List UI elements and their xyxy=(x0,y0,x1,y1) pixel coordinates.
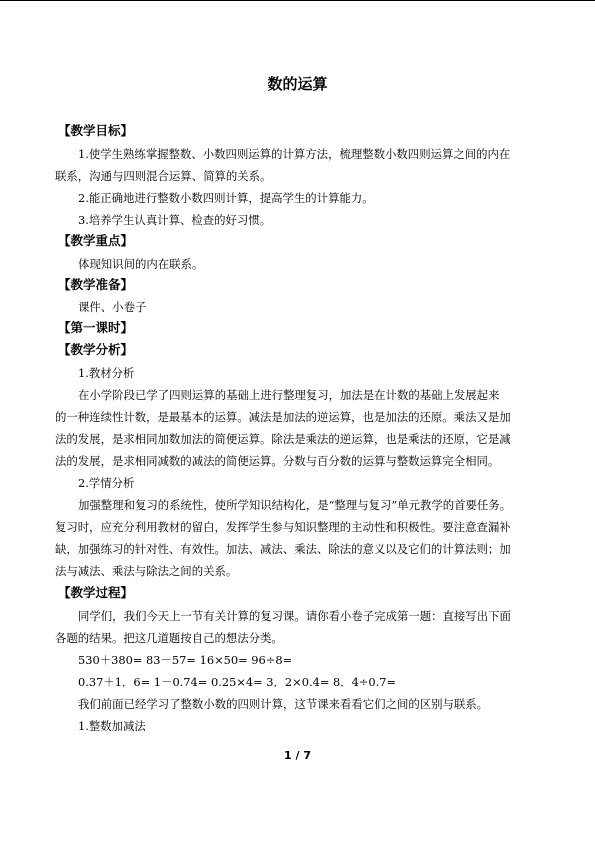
goal-2: 2.能正确地进行整数小数四则计算，提高学生的计算能力。 xyxy=(78,191,374,205)
process-line-1: 同学们，我们今天上一节有关计算的复习课。请你看小卷子完成第一题：直接写出下面 xyxy=(78,609,511,623)
process-line-4: 1.整数加减法 xyxy=(78,719,146,733)
goal-1-line-2: 联系，沟通与四则混合运算、简算的关系。 xyxy=(55,169,272,183)
equations-decimal: 0.37＋1．6= 1－0.74= 0.25×4= 3．2×0.4= 8．4÷0.7= xyxy=(78,675,397,689)
analysis-2-line-1: 加强整理和复习的系统性，使所学知识结构化，是“整理与复习”单元教学的首要任务。 xyxy=(78,498,512,512)
analysis-1-line-3: 法的发展，是求相同加数加法的简便运算。除法是乘法的逆运算，也是乘法的还原，它是减 xyxy=(55,432,511,446)
heading-prep: 【教学准备】 xyxy=(58,277,134,292)
analysis-2-line-4: 法与减法、乘法与除法之间的关系。 xyxy=(55,564,238,578)
page-number: 1 / 7 xyxy=(284,749,311,762)
analysis-1-line-2: 的一种连续性计数，是最基本的运算。减法是加法的逆运算，也是加法的还原。乘法又是加 xyxy=(55,410,511,424)
heading-key: 【教学重点】 xyxy=(58,233,134,248)
process-line-3: 我们前面已经学习了整数小数的四则计算，这节课来看看它们之间的区别与联系。 xyxy=(78,697,489,711)
page-title: 数的运算 xyxy=(267,75,328,93)
prep-items: 课件、小卷子 xyxy=(78,300,147,314)
key-point: 体现知识间的内在联系。 xyxy=(78,257,204,271)
goal-3: 3.培养学生认真计算、检查的好习惯。 xyxy=(78,213,272,227)
analysis-2-title: 2.学情分析 xyxy=(78,476,135,490)
analysis-1-line-4: 法的发展，是求相同减数的减法的简便运算。分数与百分数的运算与整数运算完全相同。 xyxy=(55,454,500,468)
analysis-1-title: 1.教材分析 xyxy=(78,366,135,380)
goal-1-line-1: 1.使学生熟练掌握整数、小数四则运算的计算方法，梳理整数小数四则运算之间的内在 xyxy=(78,147,511,161)
heading-analysis: 【教学分析】 xyxy=(58,342,134,357)
heading-goals: 【教学目标】 xyxy=(58,123,134,138)
top-rule xyxy=(0,0,595,1)
analysis-2-line-3: 缺，加强练习的针对性、有效性。加法、减法、乘法、除法的意义以及它们的计算法则；加 xyxy=(55,542,511,556)
analysis-1-line-1: 在小学阶段已学了四则运算的基础上进行整理复习，加法是在计数的基础上发展起来 xyxy=(78,388,500,402)
equations-integer: 530＋380= 83－57= 16×50= 96÷8= xyxy=(78,653,293,667)
analysis-2-line-2: 复习时，应充分利用教材的留白，发挥学生参与知识整理的主动性和积极性。要注意查漏补 xyxy=(55,520,511,534)
heading-process: 【教学过程】 xyxy=(58,585,134,600)
process-line-2: 各题的结果。把这几道题按自己的想法分类。 xyxy=(55,631,283,645)
heading-lesson: 【第一课时】 xyxy=(58,320,134,335)
